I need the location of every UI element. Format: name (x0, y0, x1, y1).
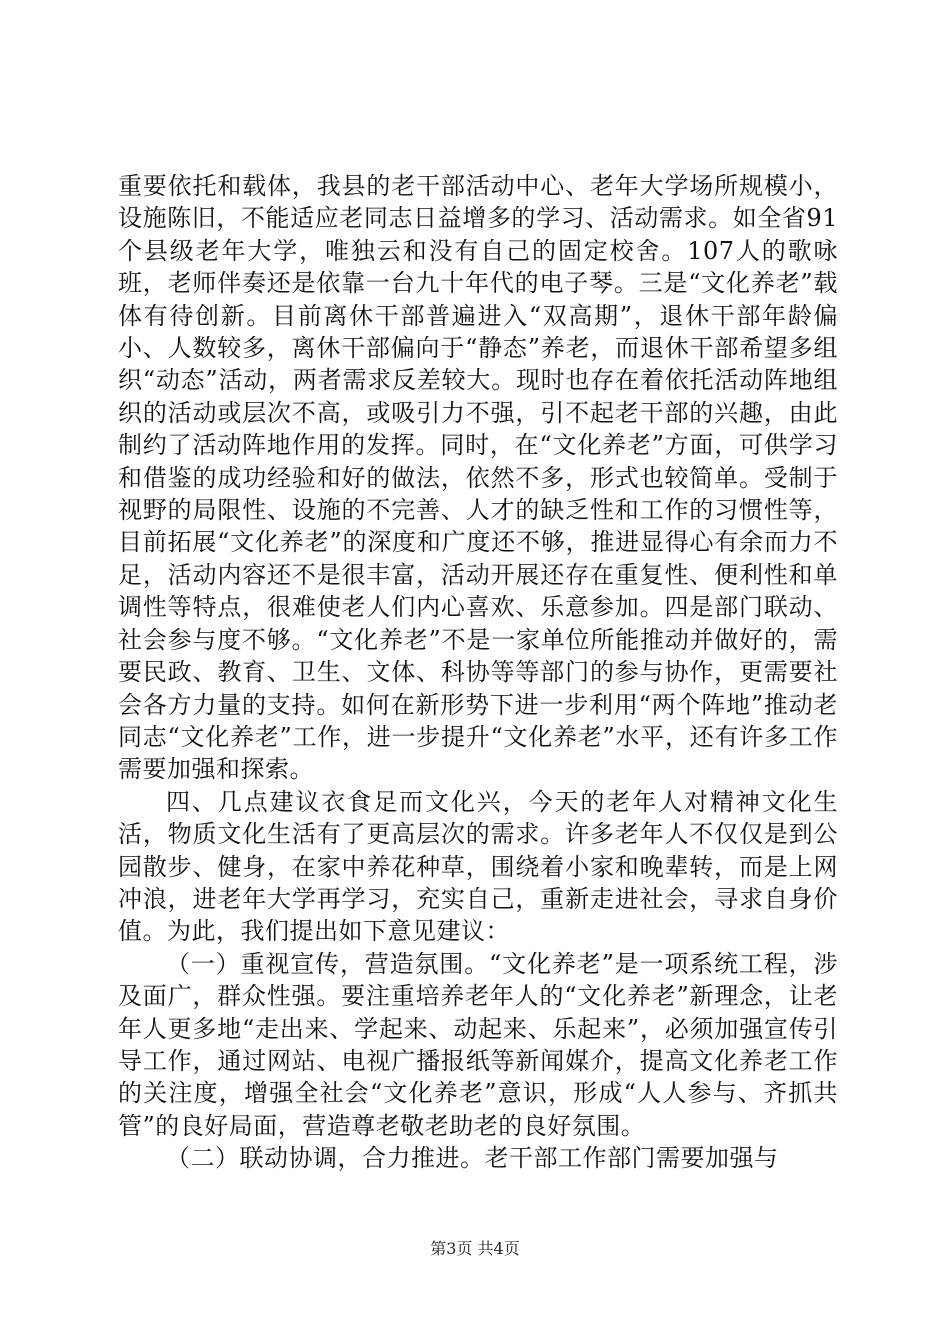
page-footer: 第3页 共4页 (430, 1239, 520, 1258)
paragraph-1: 重要依托和载体，我县的老干部活动中心、老年大学场所规模小，设施陈旧，不能适应老同志日益增多的学习、活动需求。如全省91个县级老年大学，唯独云和没有自己的固定校舍。107人的歌咏班，老师伴奏还是依靠一台九十年代的电子琴。三是“文化养老”载体有待创新。目前离休干部普遍进入“双高期”，退休干部年龄偏小、人数较多，离休干部偏向于“静态”养老，而退休干部希望多组织“动态”活动，两者需求反差较大。现时也存在着依托活动阵地组织的活动或层次不高，或吸引力不强，引不起老干部的兴趣，由此制约了活动阵地作用的发挥。同时，在“文化养老”方面，可供学习和借鉴的成功经验和好的做法，依然不多，形式也较简单。受制于视野的局限性、设施的不完善、人才的缺乏性和工作的习惯性等，目前拓展“文化养老”的深度和广度还不够，推进显得心有余而力不足，活动内容还不是很丰富，活动开展还存在重复性、便利性和单调性等特点，很难使老人们内心喜欢、乐意参加。四是部门联动、社会参与度不够。“文化养老”不是一家单位所能推动并做好的，需要民政、教育、卫生、文体、科协等等部门的参与协作，更需要社会各方力量的支持。如何在新形势下进一步利用“两个阵地”推动老同志“文化养老”工作，进一步提升“文化养老”水平，还有许多工作需要加强和探索。 (118, 172, 838, 784)
paragraph-3: （一）重视宣传，营造氛围。“文化养老”是一项系统工程，涉及面广，群众性强。要注重培养老年人的“文化养老”新理念，让老年人更多地“走出来、学起来、动起来、乐起来”，必须加强宣传引导工作，通过网站、电视广播报纸等新闻媒介，提高文化养老工作的关注度，增强全社会“文化养老”意识，形成“人人参与、齐抓共管”的良好局面，营造尊老敬老助老的良好氛围。 (118, 949, 838, 1140)
paragraph-4: （二）联动协调，合力推进。老干部工作部门需要加强与 (166, 1144, 779, 1173)
paragraph-2: 四、几点建议衣食足而文化兴，今天的老年人对精神文化生活，物质文化生活有了更高层次的需求。许多老年人不仅仅是到公园散步、健身，在家中养花种草，围绕着小家和晚辈转，而是上网冲浪，进老年大学再学习，充实自己，重新走进社会，寻求自身价值。为此，我们提出如下意见建议： (118, 787, 838, 946)
document-body (118, 170, 838, 1175)
